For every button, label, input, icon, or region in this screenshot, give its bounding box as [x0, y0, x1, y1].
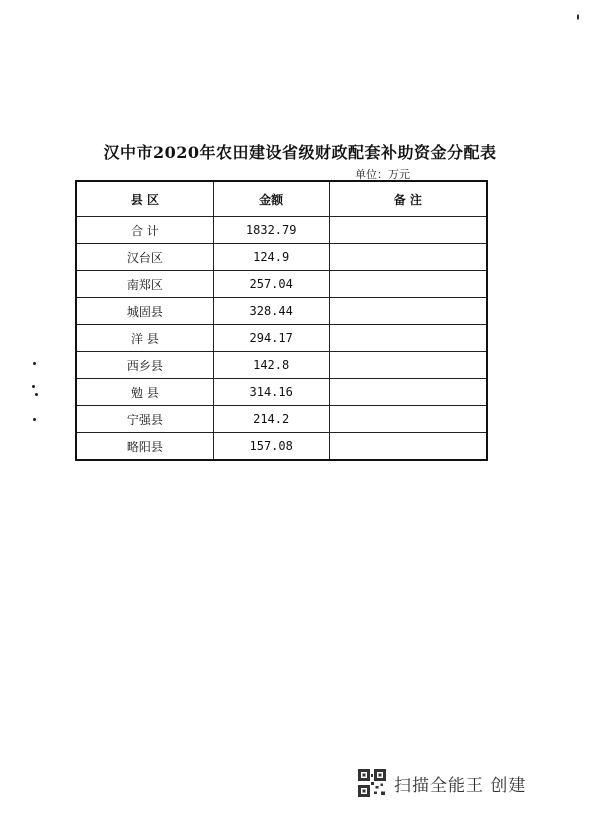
county-cell: 南郑区	[76, 271, 213, 298]
scan-speck	[33, 362, 36, 365]
amount-cell: 328.44	[213, 298, 329, 325]
county-cell: 合 计	[76, 217, 213, 244]
amount-cell: 214.2	[213, 406, 329, 433]
amount-cell: 257.04	[213, 271, 329, 298]
table-row	[76, 298, 487, 325]
table-row	[76, 325, 487, 352]
note-cell	[329, 298, 487, 325]
note-cell	[329, 379, 487, 406]
amount-cell: 157.08	[213, 433, 329, 461]
county-cell: 略阳县	[76, 433, 213, 461]
amount-cell: 314.16	[213, 379, 329, 406]
qr-code-icon	[358, 768, 386, 798]
header-county: 县 区	[76, 181, 213, 217]
note-cell	[329, 352, 487, 379]
scan-speck	[577, 14, 579, 20]
note-cell	[329, 325, 487, 352]
amount-cell: 294.17	[213, 325, 329, 352]
scan-speck	[35, 393, 38, 396]
amount-cell: 142.8	[213, 352, 329, 379]
amount-cell: 1832.79	[213, 217, 329, 244]
table-row	[76, 406, 487, 433]
note-cell	[329, 406, 487, 433]
amount-cell: 124.9	[213, 244, 329, 271]
watermark-text: 扫描全能王 创建	[394, 775, 527, 796]
county-cell: 勉 县	[76, 379, 213, 406]
scan-speck	[32, 385, 35, 388]
document-title: 汉中市2020年农田建设省级财政配套补助资金分配表	[103, 143, 497, 162]
county-cell: 汉台区	[76, 244, 213, 271]
scanner-watermark	[358, 766, 526, 800]
county-cell: 洋 县	[76, 325, 213, 352]
note-cell	[329, 217, 487, 244]
table-row	[76, 271, 487, 298]
table-row	[76, 352, 487, 379]
table-row	[76, 217, 487, 244]
header-amount: 金额	[213, 181, 329, 217]
allocation-table	[75, 180, 488, 461]
table-row	[76, 379, 487, 406]
county-cell: 城固县	[76, 298, 213, 325]
note-cell	[329, 244, 487, 271]
table-header-row	[76, 181, 487, 217]
table-row	[76, 433, 487, 461]
note-cell	[329, 271, 487, 298]
county-cell: 宁强县	[76, 406, 213, 433]
note-cell	[329, 433, 487, 461]
county-cell: 西乡县	[76, 352, 213, 379]
header-note: 备 注	[329, 181, 487, 217]
unit-label: 单位：万元	[355, 168, 410, 181]
table-row	[76, 244, 487, 271]
scan-speck	[33, 418, 36, 421]
